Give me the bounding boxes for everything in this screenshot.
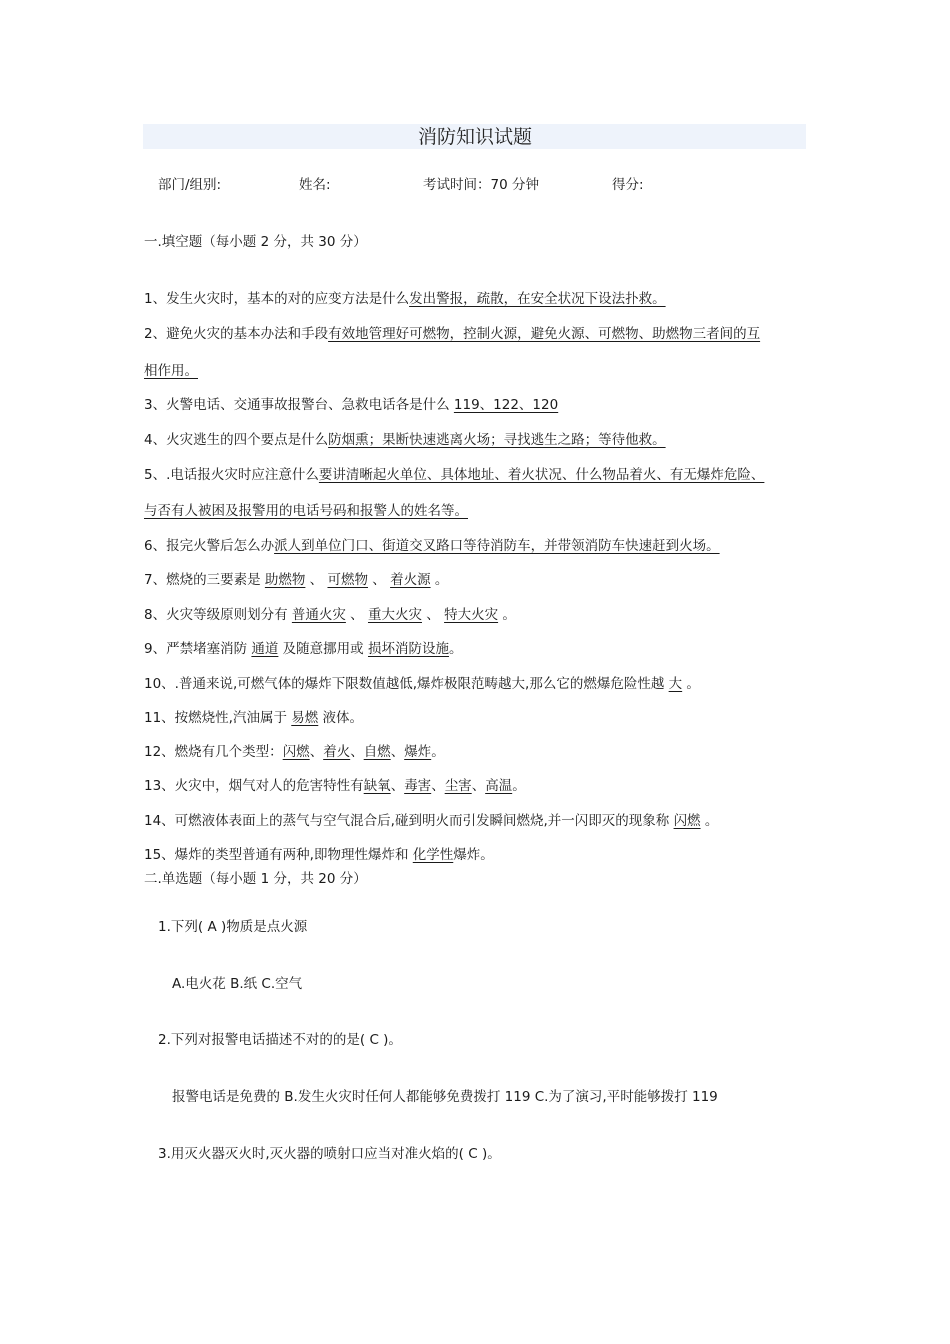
answer: 可燃物 bbox=[327, 572, 368, 588]
answer: 缺氧 bbox=[363, 778, 391, 794]
answer: 化学性 bbox=[412, 847, 454, 863]
question-end: 。 bbox=[430, 572, 449, 588]
answer: 重大火灾 bbox=[367, 607, 422, 623]
question-text: 1、发生火灾时，基本的对的应变方法是什么 bbox=[144, 291, 410, 307]
answer: 119、122、120 bbox=[453, 397, 559, 413]
question-7 bbox=[144, 571, 448, 589]
mc-question-3: 3.用灭火器灭火时,灭火器的喷射口应当对准火焰的( C )。 bbox=[158, 1146, 501, 1162]
separator: 、 bbox=[431, 778, 445, 794]
question-9 bbox=[144, 640, 462, 658]
question-text: 10、.普通来说,可燃气体的爆炸下限数值越低,爆炸极限范畴越大,那么它的燃爆危险性越 bbox=[144, 676, 669, 692]
exam-info-row bbox=[0, 176, 950, 194]
answer: 着火源 bbox=[390, 572, 431, 588]
question-end: 。 bbox=[448, 641, 463, 657]
question-text: 15、爆炸的类型普通有两种,即物理性爆炸和 bbox=[144, 847, 413, 863]
page-title: 消防知识试题 bbox=[417, 126, 532, 148]
question-5 bbox=[144, 466, 764, 484]
question-end: 。 bbox=[498, 607, 516, 623]
answer: 易燃 bbox=[291, 710, 319, 726]
exam-time-label: 考试时间：70 分钟 bbox=[423, 177, 539, 193]
section-heading-single-choice: 二.单选题（每小题 1 分，共 20 分） bbox=[144, 871, 367, 887]
answer: 自燃 bbox=[363, 744, 391, 760]
answer: 发出警报，疏散，在安全状况下设法扑救。 bbox=[409, 291, 666, 307]
question-text: 12、燃烧有几个类型： bbox=[144, 744, 283, 760]
question-2 bbox=[144, 325, 760, 343]
separator: 、 bbox=[390, 744, 405, 760]
answer: 通道 bbox=[251, 641, 279, 657]
separator: 、 bbox=[367, 572, 391, 588]
question-end: 。 bbox=[431, 744, 445, 760]
question-text: 11、按燃烧性,汽油属于 bbox=[144, 710, 292, 726]
question-text: 及随意挪用或 bbox=[278, 641, 368, 657]
question-text: 8、火灾等级原则划分有 bbox=[144, 607, 292, 623]
separator: 、 bbox=[421, 607, 445, 623]
answer: 爆炸 bbox=[404, 744, 432, 760]
question-end: 。 bbox=[682, 676, 700, 692]
question-end: 液体。 bbox=[318, 710, 364, 726]
question-10 bbox=[144, 675, 700, 693]
question-4 bbox=[144, 431, 666, 449]
section-heading-fill-in: 一.填空题（每小题 2 分，共 30 分） bbox=[144, 234, 367, 250]
separator: 、 bbox=[309, 744, 324, 760]
score-label: 得分: bbox=[612, 177, 644, 193]
answer: 普通火灾 bbox=[291, 607, 346, 623]
question-15 bbox=[144, 846, 494, 864]
mc-question-1: 1.下列( A )物质是点火源 bbox=[158, 919, 308, 935]
question-6 bbox=[144, 537, 720, 555]
answer: 尘害 bbox=[444, 778, 472, 794]
question-14 bbox=[144, 812, 718, 830]
question-11 bbox=[144, 709, 363, 727]
answer: 闪燃 bbox=[673, 813, 701, 829]
answer: 闪燃 bbox=[282, 744, 310, 760]
question-text: 4、火灾逃生的四个要点是什么 bbox=[144, 432, 329, 448]
question-text: 14、可燃液体表面上的蒸气与空气混合后,碰到明火而引发瞬间燃烧,并一闪即灭的现象称 bbox=[144, 813, 674, 829]
separator: 、 bbox=[345, 607, 368, 623]
answer: 防烟熏；果断快速逃离火场；寻找逃生之路；等待他救。 bbox=[328, 432, 666, 448]
question-text: 6、报完火警后怎么办 bbox=[144, 538, 275, 554]
separator: 、 bbox=[471, 778, 486, 794]
question-3 bbox=[144, 396, 558, 414]
mc-options-2: 报警电话是免费的 B.发生火灾时任何人都能够免费拨打 119 C.为了演习,平时能够拨打 119 bbox=[172, 1089, 718, 1105]
question-5-cont bbox=[144, 502, 468, 520]
question-8 bbox=[144, 606, 516, 624]
answer: 有效地管理好可燃物，控制火源，避免火源、可燃物、助燃物三者间的互 bbox=[328, 326, 761, 342]
answer: 着火 bbox=[323, 744, 351, 760]
separator: 、 bbox=[390, 778, 405, 794]
answer: 与否有人被困及报警用的电话号码和报警人的姓名等。 bbox=[144, 503, 468, 519]
answer: 特大火灾 bbox=[444, 607, 499, 623]
separator: 、 bbox=[350, 744, 364, 760]
question-text: 2、避免火灾的基本办法和手段 bbox=[144, 326, 329, 342]
answer: 损坏消防设施 bbox=[367, 641, 449, 657]
question-12 bbox=[144, 743, 445, 761]
answer: 助燃物 bbox=[264, 572, 306, 588]
answer: 相作用。 bbox=[144, 363, 198, 379]
question-end: 爆炸。 bbox=[453, 847, 494, 863]
answer: 要讲清晰起火单位、具体地址、着火状况、什么物品着火、有无爆炸危险、 bbox=[318, 467, 765, 483]
department-label: 部门/组别: bbox=[158, 177, 222, 193]
name-label: 姓名: bbox=[299, 177, 331, 193]
separator: 、 bbox=[305, 572, 328, 588]
question-text: 5、.电话报火灾时应注意什么 bbox=[144, 467, 319, 483]
question-1 bbox=[144, 290, 666, 308]
question-text: 13、火灾中，烟气对人的危害特性有 bbox=[144, 778, 364, 794]
question-end: 。 bbox=[700, 813, 719, 829]
question-text: 3、火警电话、交通事故报警台、急救电话各是什么 bbox=[144, 397, 454, 413]
answer: 大 bbox=[668, 676, 683, 692]
question-13 bbox=[144, 777, 526, 795]
question-text: 9、严禁堵塞消防 bbox=[144, 641, 252, 657]
question-text: 7、燃烧的三要素是 bbox=[144, 572, 265, 588]
answer: 派人到单位门口、街道交叉路口等待消防车，并带领消防车快速赶到火场。 bbox=[274, 538, 720, 554]
question-2-cont bbox=[144, 362, 198, 380]
answer: 高温 bbox=[485, 778, 513, 794]
mc-question-2: 2.下列对报警电话描述不对的的是( C )。 bbox=[158, 1032, 402, 1048]
question-end: 。 bbox=[512, 778, 526, 794]
mc-options-1: A.电火花 B.纸 C.空气 bbox=[172, 976, 303, 992]
answer: 毒害 bbox=[404, 778, 432, 794]
